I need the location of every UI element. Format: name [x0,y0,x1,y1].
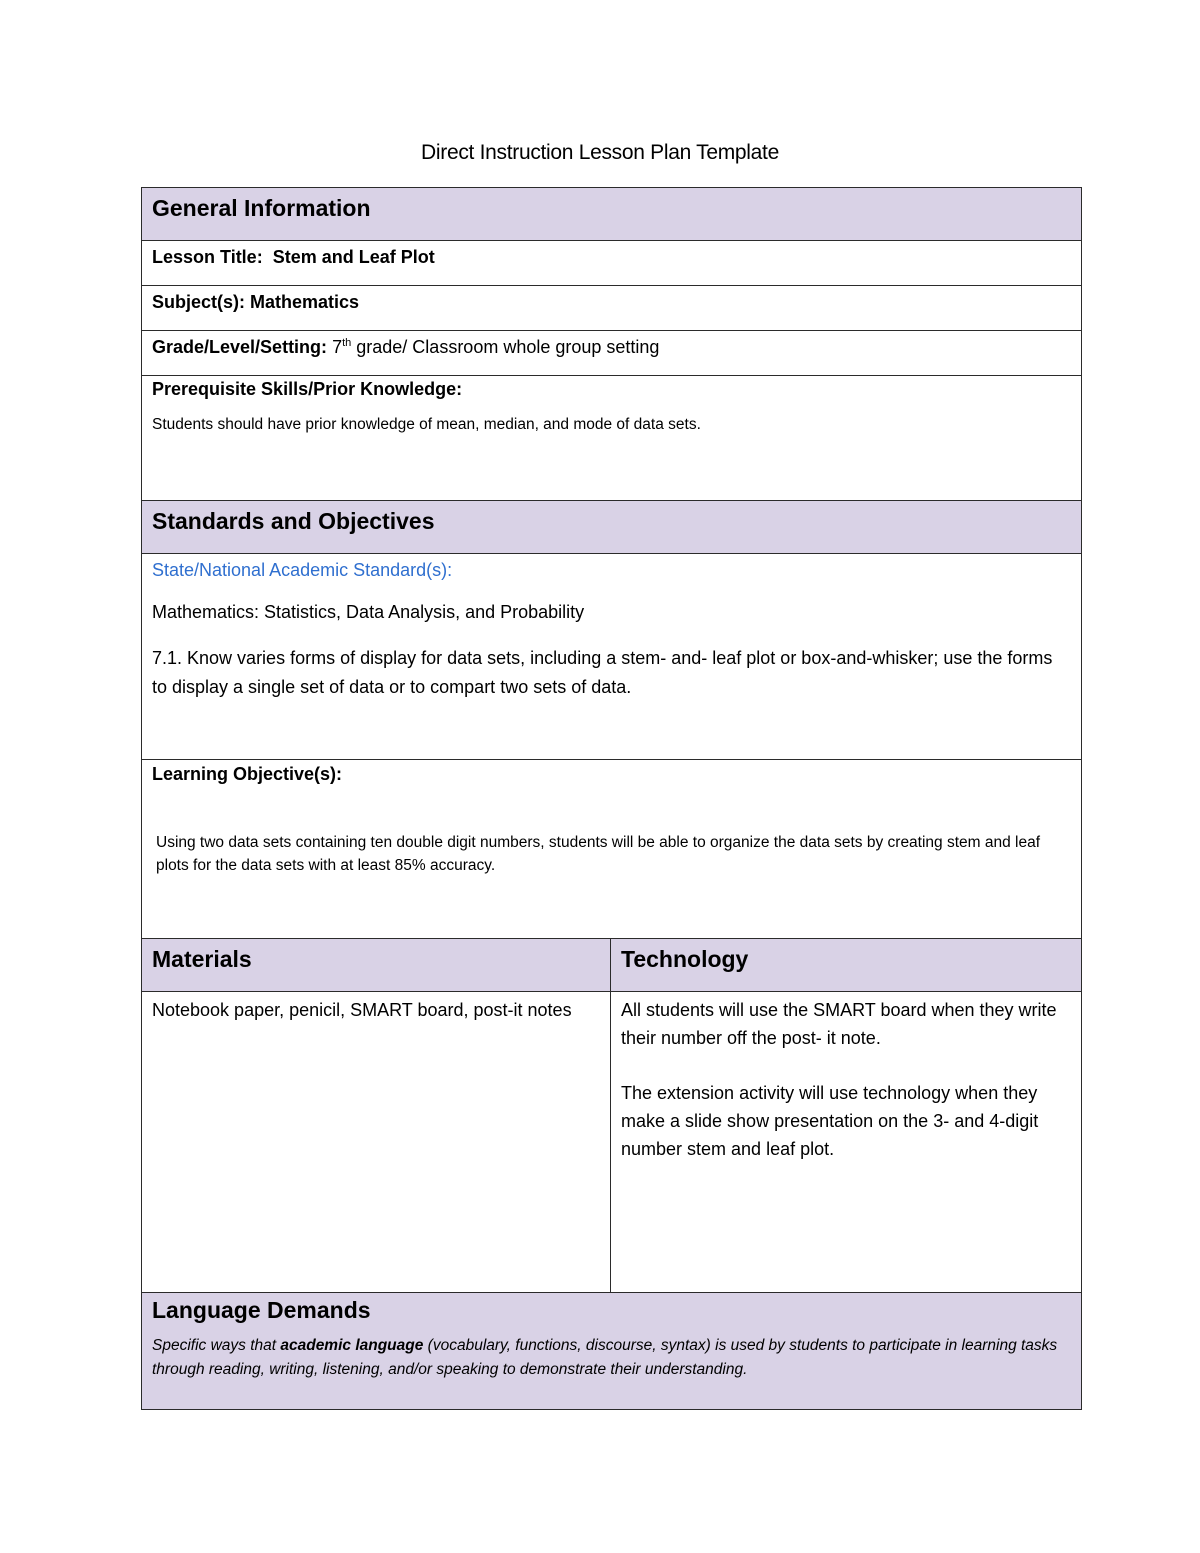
language-demands-text [152,1334,1071,1382]
standards-row [142,554,1082,760]
grade-label: Grade/Level/Setting: [152,337,328,357]
lesson-title-label: Lesson Title: [152,247,263,267]
grade-row [142,331,1082,376]
learning-objective-label: Learning Objective(s): [152,764,343,784]
language-text-end: (vocabulary, functions, discourse, syntax) is used by students to participate in learning tasks through reading, writing, listening, and/or speaking to demonstrate their understanding. [152,1337,1058,1378]
state-standard-label: State/National Academic Standard(s): [152,560,453,580]
grade-suffix: th [342,337,352,349]
language-demands-row [142,1293,1082,1410]
general-information-header [142,188,1082,241]
lesson-title-value: Stem and Leaf Plot [272,247,435,267]
standards-objectives-header [142,501,1082,554]
technology-header [611,939,1082,992]
language-demands-title: Language Demands [152,1293,1071,1324]
standards-objectives-title: Standards and Objectives [152,508,435,534]
standard-text: 7.1. Know varies forms of display for data sets, including a stem- and- leaf plot or box-and-whisker; use the forms to display a single set of data or to compart two sets of data. [152,648,1053,697]
math-standard-line: Mathematics: Statistics, Data Analysis, and Probability [152,602,585,622]
technology-title: Technology [621,946,749,972]
prerequisite-label: Prerequisite Skills/Prior Knowledge: [152,379,463,399]
prerequisite-row [142,376,1082,501]
learning-objective-row [142,760,1082,939]
language-text-start: Specific ways that [152,1337,281,1354]
academic-language-term: academic language [280,1337,424,1354]
materials-header [142,939,611,992]
technology-paragraph-2: The extension activity will use technology when they make a slide show presentation on the 3- and 4-digit number stem and leaf plot. [621,1083,1039,1159]
technology-paragraph-1: All students will use the SMART board when they write their number off the post- it note. [621,1000,1057,1048]
technology-cell [611,992,1082,1293]
grade-setting: grade/ Classroom whole group setting [351,337,660,357]
materials-text: Notebook paper, penicil, SMART board, post-it notes [152,1000,572,1020]
materials-title: Materials [152,946,252,972]
general-information-title: General Information [152,195,371,221]
materials-cell [142,992,611,1293]
learning-objective-text: Using two data sets containing ten double digit numbers, students will be able to organize the data sets by creating stem and leaf plots for the data sets with at least 85% accuracy. [156,834,1041,874]
lesson-title-row [142,241,1082,286]
lesson-plan-table [141,187,1082,1410]
grade-number: 7 [332,337,343,357]
subject-label: Subject(s): [152,292,246,312]
document-title: Direct Instruction Lesson Plan Template [421,141,779,164]
subject-value: Mathematics [250,292,360,312]
prerequisite-text: Students should have prior knowledge of mean, median, and mode of data sets. [152,416,701,433]
subject-row [142,286,1082,331]
